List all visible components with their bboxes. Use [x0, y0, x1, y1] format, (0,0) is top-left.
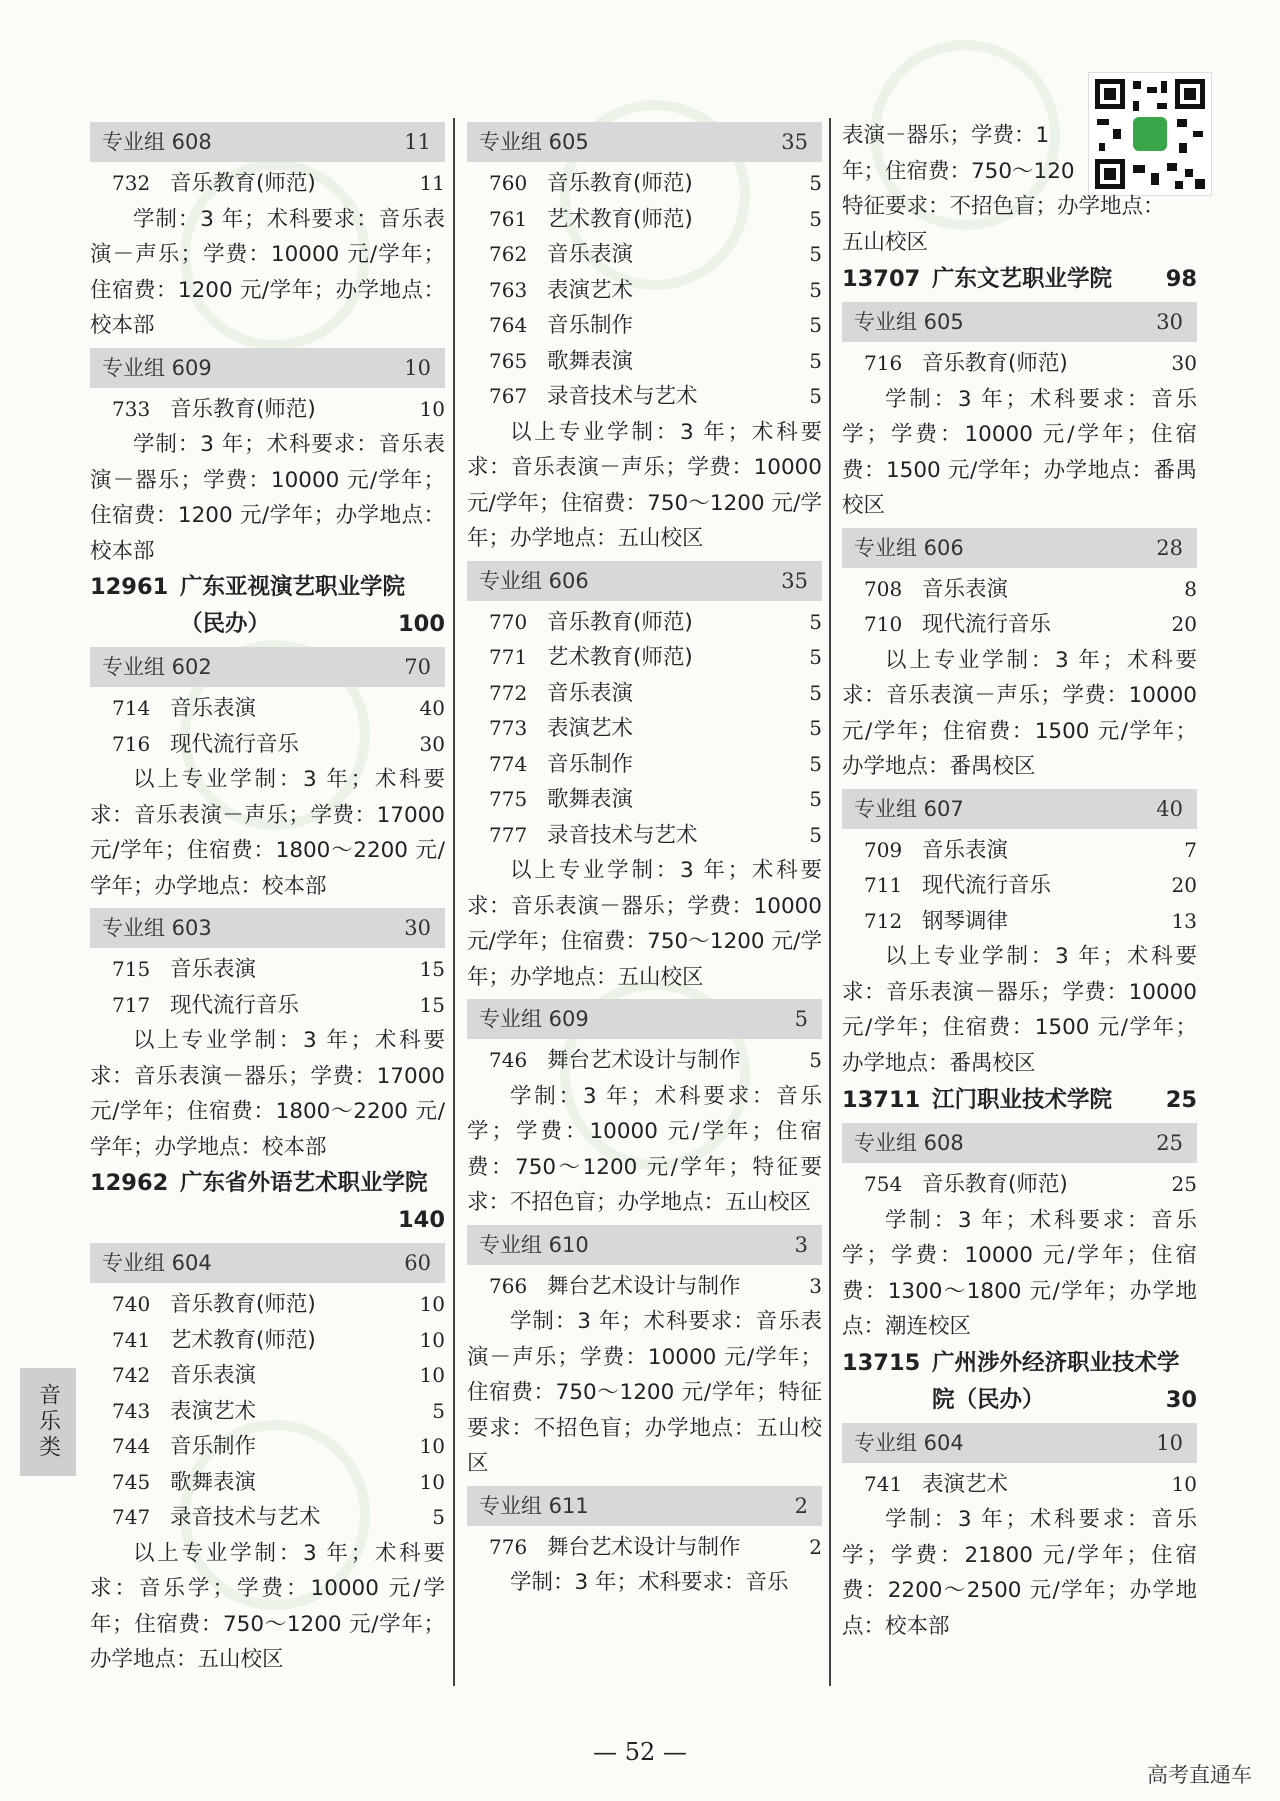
- major-row: [90, 952, 445, 988]
- major-row: [90, 988, 445, 1024]
- requirements-note: 以上专业学制：3 年；术科要求：音乐表演－声乐；学费：17000 元/学年；住宿费：1800～2200 元/学年；办学地点：校本部: [90, 767, 445, 899]
- major-count: 7: [1184, 837, 1197, 862]
- major-left: [489, 747, 633, 783]
- requirements-note: 以上专业学制：3 年；术科要求：音乐表演－器乐；学费：10000 元/学年；住宿费：1500 元/学年；办学地点：番禺校区: [842, 944, 1197, 1076]
- major-left: [489, 237, 633, 273]
- major-name: 音乐教育(师范): [170, 171, 316, 196]
- major-name: 录音技术与艺术: [547, 822, 698, 848]
- group-header: [90, 348, 445, 388]
- major-count: 10: [419, 1292, 445, 1316]
- group-header: [90, 908, 445, 948]
- major-code: 762: [489, 242, 528, 266]
- major-name: 音乐表演: [170, 696, 257, 721]
- group-label: 专业组 604: [854, 1430, 964, 1455]
- major-count: 10: [419, 1469, 445, 1494]
- major-row: [90, 1465, 445, 1501]
- major-row: [467, 308, 822, 344]
- column-2: [467, 118, 822, 1601]
- major-count: 2: [809, 1534, 822, 1559]
- major-code: 766: [489, 1273, 528, 1298]
- column-1: [90, 118, 445, 1678]
- major-name: 艺术教育(师范): [547, 645, 693, 670]
- major-name: 录音技术与艺术: [547, 384, 698, 409]
- major-count: 8: [1184, 576, 1197, 601]
- major-left: [864, 572, 1008, 608]
- major-code: 754: [864, 1172, 903, 1196]
- major-code: 771: [489, 645, 528, 669]
- major-name: 歌舞表演: [547, 787, 634, 812]
- group-count: 11: [404, 130, 431, 154]
- major-count: 15: [419, 957, 445, 981]
- school-code: 13711: [842, 1087, 921, 1113]
- group-label: 专业组 609: [479, 1007, 589, 1031]
- major-code: 745: [112, 1469, 151, 1494]
- major-row: [467, 676, 822, 712]
- major-code: 774: [489, 751, 528, 776]
- requirements-note-continued: 年；住宿费：750～120: [842, 158, 1075, 184]
- major-count: 11: [419, 171, 445, 195]
- major-code: 772: [489, 680, 528, 705]
- major-code: 709: [864, 837, 903, 862]
- major-code: 743: [112, 1398, 151, 1423]
- group-count: 10: [404, 355, 431, 380]
- requirements-note: 以上专业学制：3 年；术科要求：音乐表演－器乐；学费：17000 元/学年；住宿费：1800～2200 元/学年；办学地点：校本部: [90, 1028, 445, 1160]
- school-code: 12961: [90, 574, 169, 600]
- group-label: 专业组 606: [479, 568, 589, 593]
- major-count: 5: [809, 822, 822, 847]
- group-label: 专业组 608: [854, 1131, 964, 1155]
- major-name: 歌舞表演: [170, 1469, 257, 1495]
- group-count: 2: [794, 1493, 808, 1518]
- major-count: 5: [809, 348, 822, 373]
- major-left: [489, 676, 633, 712]
- school-heading-line: [842, 1382, 1197, 1419]
- group-count: 25: [1156, 1131, 1183, 1155]
- major-name: 音乐教育(师范): [170, 396, 316, 422]
- group-header: [842, 789, 1197, 829]
- school-heading: [90, 569, 445, 643]
- major-count: 5: [809, 206, 822, 231]
- major-count: 5: [809, 787, 822, 811]
- major-left: [864, 1167, 1068, 1203]
- group-label: 专业组 606: [854, 535, 964, 560]
- major-name: 音乐制作: [170, 1434, 257, 1459]
- major-name: 表演艺术: [922, 1471, 1009, 1497]
- major-count: 5: [809, 751, 822, 776]
- major-left: [489, 1269, 741, 1305]
- major-row: [467, 1530, 822, 1566]
- major-name: 音乐表演: [547, 242, 634, 267]
- major-name: 音乐教育(师范): [922, 351, 1068, 376]
- group-label: 专业组 605: [479, 130, 589, 154]
- major-name: 现代流行音乐: [922, 873, 1052, 898]
- group-header: [90, 1243, 445, 1283]
- group-header: [90, 122, 445, 162]
- major-left: [489, 782, 633, 818]
- major-code: 775: [489, 787, 528, 811]
- major-count: 15: [419, 992, 445, 1017]
- major-code: 741: [112, 1327, 151, 1352]
- major-name: 钢琴调律: [922, 908, 1009, 934]
- major-left: [489, 1530, 741, 1566]
- major-left: [489, 640, 693, 676]
- major-left: [489, 605, 693, 641]
- group-label: 专业组 608: [102, 130, 212, 154]
- group-header: [467, 122, 822, 162]
- major-code: 763: [489, 277, 528, 302]
- school-heading-line: [90, 569, 445, 606]
- major-count: 10: [419, 396, 445, 421]
- major-name: 表演艺术: [547, 277, 634, 303]
- group-label: 专业组 611: [479, 1493, 589, 1518]
- major-left: [112, 166, 316, 202]
- group-label: 专业组 607: [854, 796, 964, 821]
- major-name: 表演艺术: [170, 1398, 257, 1424]
- major-left: [489, 818, 698, 854]
- major-left: [489, 308, 633, 344]
- major-code: 767: [489, 384, 528, 408]
- group-label: 专业组 604: [102, 1251, 212, 1275]
- school-count: 30: [1165, 1386, 1197, 1413]
- group-header: [467, 1225, 822, 1265]
- group-count: 70: [404, 655, 431, 679]
- major-code: 716: [112, 731, 151, 756]
- side-tab-label: 音乐类: [35, 1383, 61, 1461]
- major-count: 5: [809, 171, 822, 195]
- group-header: [842, 528, 1197, 568]
- school-name: 广州涉外经济职业技术学: [932, 1349, 1180, 1376]
- major-code: 714: [112, 696, 151, 720]
- major-count: 5: [809, 242, 822, 266]
- school-name-cont: （民办）: [180, 611, 271, 637]
- major-row: [842, 572, 1197, 608]
- major-name: 歌舞表演: [547, 348, 634, 374]
- major-code: 747: [112, 1505, 151, 1529]
- requirements-note: 以上专业学制：3 年；术科要求：音乐表演－声乐；学费：10000 元/学年；住宿费：750～1200 元/学年；办学地点：五山校区: [467, 419, 822, 551]
- column-divider: [829, 118, 831, 1686]
- major-left: [112, 1394, 256, 1430]
- major-count: 10: [419, 1363, 445, 1387]
- requirements-note: 学制：3 年；术科要求：音乐学；学费：10000 元/学年；住宿费：1300～1800 元/学年；办学地点：潮连校区: [842, 1207, 1197, 1339]
- major-count: 13: [1171, 908, 1197, 933]
- requirements-note-continued: 五山校区: [842, 229, 929, 255]
- major-count: 10: [419, 1434, 445, 1458]
- major-code: 773: [489, 716, 528, 740]
- major-left: [112, 691, 256, 727]
- school-code: 13715: [842, 1349, 921, 1376]
- major-count: 5: [809, 384, 822, 408]
- major-name: 音乐教育(师范): [170, 1292, 316, 1317]
- group-count: 10: [1156, 1430, 1183, 1455]
- major-row: [90, 727, 445, 763]
- major-code: 733: [112, 396, 151, 421]
- requirements-note: 以上专业学制：3 年；术科要求：音乐表演－器乐；学费：10000 元/学年；住宿费：750～1200 元/学年；办学地点：五山校区: [467, 858, 822, 990]
- school-count: 98: [1165, 266, 1197, 292]
- major-code: 716: [864, 351, 903, 375]
- major-name: 音乐制作: [547, 313, 634, 338]
- major-left: [864, 1467, 1008, 1503]
- major-left: [864, 868, 1051, 904]
- school-heading: [842, 1082, 1197, 1119]
- requirements-note: 以上专业学制：3 年；术科要求：音乐学；学费：10000 元/学年；住宿费：750～1200 元/学年；办学地点：五山校区: [90, 1540, 445, 1672]
- group-header: [467, 999, 822, 1039]
- requirements-note: 学制：3 年；术科要求：音乐表演－声乐；学费：10000 元/学年；住宿费：750～1200 元/学年；特征要求：不招色盲；办学地点：五山校区: [467, 1309, 822, 1476]
- major-name: 现代流行音乐: [922, 612, 1052, 637]
- group-count: 28: [1156, 535, 1183, 560]
- major-name: 音乐表演: [170, 1363, 257, 1388]
- group-header: [842, 1423, 1197, 1463]
- major-count: 5: [809, 680, 822, 705]
- major-count: 10: [1171, 1471, 1197, 1496]
- school-heading-line: [842, 1345, 1197, 1382]
- group-label: 专业组 605: [854, 310, 964, 334]
- school-count: 25: [1165, 1087, 1197, 1113]
- side-tab: [20, 1368, 76, 1476]
- major-row: [467, 237, 822, 273]
- major-count: 5: [809, 277, 822, 302]
- major-row: [90, 1429, 445, 1465]
- major-row: [467, 747, 822, 783]
- major-row: [467, 1269, 822, 1305]
- major-count: 5: [809, 716, 822, 740]
- major-row: [90, 691, 445, 727]
- group-count: 30: [1156, 310, 1183, 334]
- major-left: [112, 392, 316, 428]
- major-row: [90, 392, 445, 428]
- major-count: 20: [1171, 612, 1197, 636]
- major-left: [112, 1358, 256, 1394]
- major-row: [467, 344, 822, 380]
- major-count: 5: [809, 313, 822, 337]
- major-row: [90, 1500, 445, 1536]
- major-name: 音乐表演: [547, 680, 634, 706]
- major-left: [112, 1500, 321, 1536]
- major-count: 10: [419, 1327, 445, 1352]
- requirements-note: 学制：3 年；术科要求：音乐表演－声乐；学费：10000 元/学年；住宿费：1200 元/学年；办学地点：校本部: [90, 206, 445, 338]
- major-row: [467, 202, 822, 238]
- major-left: [864, 904, 1008, 940]
- major-left: [489, 379, 698, 415]
- group-count: 60: [404, 1251, 431, 1275]
- major-name: 舞台艺术设计与制作: [547, 1048, 741, 1073]
- major-count: 5: [432, 1398, 445, 1423]
- group-header: [90, 647, 445, 687]
- major-left: [864, 346, 1068, 382]
- major-left: [112, 988, 299, 1024]
- school-code: 13707: [842, 266, 921, 292]
- group-count: 30: [404, 916, 431, 940]
- major-code: 710: [864, 612, 903, 636]
- major-name: 录音技术与艺术: [170, 1505, 321, 1530]
- major-name: 艺术教育(师范): [170, 1327, 316, 1353]
- column-3: [842, 118, 1197, 1644]
- group-label: 专业组 610: [479, 1232, 589, 1257]
- major-left: [112, 952, 256, 988]
- school-count: 140: [398, 1207, 445, 1233]
- major-row: [842, 346, 1197, 382]
- major-row: [90, 166, 445, 202]
- major-name: 表演艺术: [547, 716, 634, 741]
- school-name: 广东省外语艺术职业学院: [180, 1170, 428, 1196]
- group-header: [467, 561, 822, 601]
- school-name-cont: 院（民办）: [932, 1386, 1045, 1413]
- major-code: 708: [864, 576, 903, 601]
- major-code: 732: [112, 171, 151, 195]
- requirements-note-continued: 表演－器乐；学费：1: [842, 123, 1050, 148]
- major-code: 740: [112, 1292, 151, 1316]
- school-name: 江门职业技术学院: [932, 1087, 1113, 1113]
- requirements-note: 学制：3 年；术科要求：音乐学；学费：10000 元/学年；住宿费：750～1200 元/学年；特征要求：不招色盲；办学地点：五山校区: [467, 1083, 822, 1215]
- major-row: [467, 166, 822, 202]
- major-code: 712: [864, 908, 903, 933]
- major-row: [842, 868, 1197, 904]
- major-row: [90, 1358, 445, 1394]
- major-left: [489, 344, 633, 380]
- major-left: [489, 711, 633, 747]
- major-code: 761: [489, 206, 528, 231]
- major-name: 舞台艺术设计与制作: [547, 1534, 741, 1560]
- major-left: [112, 1287, 316, 1323]
- major-name: 现代流行音乐: [170, 992, 300, 1018]
- group-label: 专业组 603: [102, 916, 212, 940]
- requirements-note: 学制：3 年；术科要求：音乐学；学费：10000 元/学年；住宿费：1500 元/学年；办学地点：番禺校区: [842, 386, 1197, 518]
- major-row: [842, 1467, 1197, 1503]
- school-code: 12962: [90, 1170, 169, 1196]
- major-left: [489, 166, 693, 202]
- major-row: [90, 1287, 445, 1323]
- major-name: 音乐制作: [547, 751, 634, 777]
- major-name: 音乐教育(师范): [547, 609, 693, 635]
- major-code: 770: [489, 609, 528, 634]
- major-name: 艺术教育(师范): [547, 206, 693, 232]
- school-name: 广东文艺职业学院: [932, 266, 1113, 292]
- major-row: [842, 833, 1197, 869]
- major-name: 音乐教育(师范): [547, 171, 693, 196]
- page-number: — 52 —: [593, 1738, 687, 1766]
- group-header: [842, 1123, 1197, 1163]
- school-heading-line: [90, 1202, 445, 1239]
- school-heading: [842, 261, 1197, 298]
- group-label: 专业组 602: [102, 655, 212, 679]
- major-left: [112, 1323, 316, 1359]
- major-row: [842, 607, 1197, 643]
- major-code: 741: [864, 1471, 903, 1496]
- major-row: [90, 1323, 445, 1359]
- group-count: 35: [781, 130, 808, 154]
- major-code: 760: [489, 171, 528, 195]
- major-left: [864, 607, 1051, 643]
- major-row: [467, 711, 822, 747]
- major-name: 现代流行音乐: [170, 731, 300, 757]
- major-count: 5: [809, 1048, 822, 1072]
- major-count: 20: [1171, 873, 1197, 897]
- group-label: 专业组 609: [102, 355, 212, 380]
- requirements-note: 学制：3 年；术科要求：音乐: [510, 1570, 789, 1595]
- school-heading-line: [90, 606, 445, 643]
- requirements-note-continued: 特征要求：不招色盲；办学地点：: [842, 194, 1165, 219]
- major-row: [90, 1394, 445, 1430]
- major-row: [842, 904, 1197, 940]
- major-count: 5: [432, 1505, 445, 1529]
- school-name: 广东亚视演艺职业学院: [180, 574, 406, 600]
- major-row: [467, 640, 822, 676]
- major-left: [489, 202, 693, 238]
- major-left: [112, 1465, 256, 1501]
- group-header: [842, 302, 1197, 342]
- group-count: 3: [794, 1232, 808, 1257]
- group-count: 5: [794, 1007, 808, 1031]
- column-divider: [453, 118, 455, 1686]
- major-count: 5: [809, 645, 822, 669]
- school-heading: [90, 1165, 445, 1239]
- major-left: [864, 833, 1008, 869]
- school-heading-line: [90, 1165, 445, 1202]
- major-code: 711: [864, 873, 903, 897]
- major-code: 776: [489, 1534, 528, 1559]
- requirements-note: 学制：3 年；术科要求：音乐表演－器乐；学费：10000 元/学年；住宿费：1200 元/学年；办学地点：校本部: [90, 432, 445, 564]
- major-name: 舞台艺术设计与制作: [547, 1273, 741, 1299]
- school-heading: [842, 1345, 1197, 1419]
- major-code: 742: [112, 1363, 151, 1387]
- major-name: 音乐表演: [922, 576, 1009, 602]
- major-name: 音乐表演: [922, 837, 1009, 863]
- major-code: 717: [112, 992, 151, 1017]
- major-count: 30: [419, 731, 445, 756]
- major-row: [467, 379, 822, 415]
- major-count: 30: [1171, 351, 1197, 375]
- major-name: 音乐教育(师范): [922, 1172, 1068, 1197]
- watermark-text: 高考直通车: [1147, 1763, 1252, 1787]
- major-code: 765: [489, 348, 528, 373]
- major-row: [842, 1167, 1197, 1203]
- major-code: 764: [489, 313, 528, 337]
- major-code: 746: [489, 1048, 528, 1072]
- major-code: 744: [112, 1434, 151, 1458]
- major-code: 777: [489, 822, 528, 847]
- major-row: [467, 1043, 822, 1079]
- major-left: [112, 1429, 256, 1465]
- major-left: [112, 727, 299, 763]
- school-count: 100: [398, 611, 445, 637]
- major-name: 音乐表演: [170, 957, 257, 982]
- group-count: 40: [1156, 796, 1183, 821]
- major-count: 40: [419, 696, 445, 720]
- group-count: 35: [781, 568, 808, 593]
- major-row: [467, 782, 822, 818]
- major-row: [467, 605, 822, 641]
- major-count: 3: [809, 1273, 822, 1298]
- major-row: [467, 273, 822, 309]
- group-header: [467, 1486, 822, 1526]
- major-row: [467, 818, 822, 854]
- major-count: 5: [809, 609, 822, 634]
- major-code: 715: [112, 957, 151, 981]
- major-count: 25: [1171, 1172, 1197, 1196]
- major-left: [489, 1043, 741, 1079]
- requirements-note: 学制：3 年；术科要求：音乐学；学费：21800 元/学年；住宿费：2200～2500 元/学年；办学地点：校本部: [842, 1507, 1197, 1639]
- requirements-note: 以上专业学制：3 年；术科要求：音乐表演－声乐；学费：10000 元/学年；住宿费：1500 元/学年；办学地点：番禺校区: [842, 647, 1197, 779]
- major-left: [489, 273, 633, 309]
